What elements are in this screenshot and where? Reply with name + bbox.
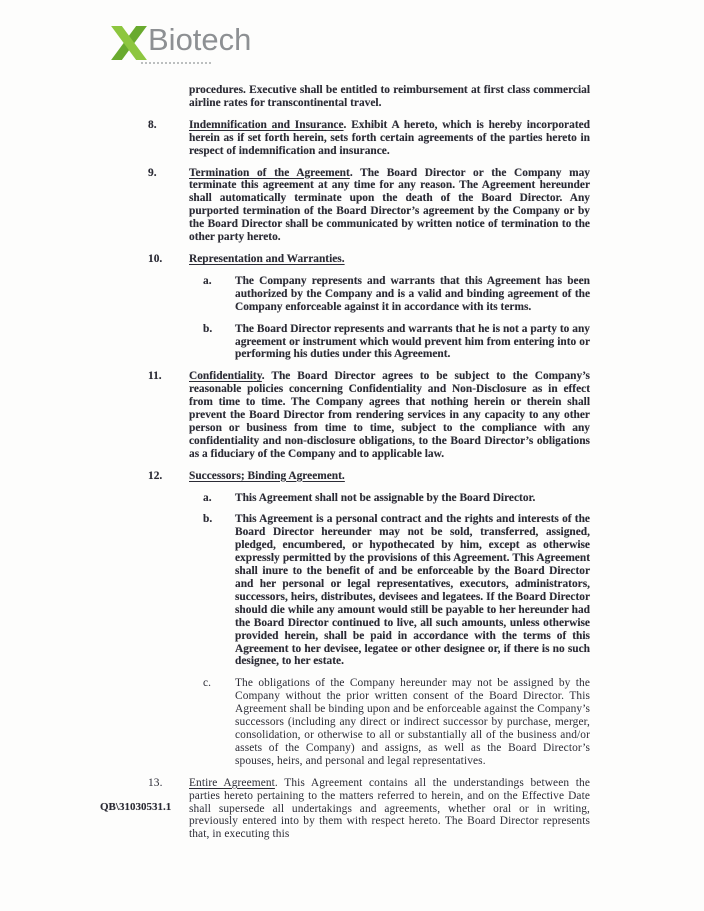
section-number: 10. [148,252,163,265]
paragraph [189,370,590,460]
logo-x-icon [111,26,147,60]
section-body: . Exhibit A hereto, which is hereby incorporated herein as if set forth herein, sets forth certain agreements of the parties hereto in respect of indemnification and insurance. [189,118,590,157]
subitem-12c [203,677,590,767]
section-11 [148,370,590,460]
section-number: 12. [148,469,163,482]
section-number: 11. [148,370,162,383]
section-heading: Indemnification and Insurance [189,118,344,131]
logo-wordmark: Biotech [148,22,252,57]
subitem-label: b. [203,513,213,526]
paragraph [189,470,590,483]
section-heading: Successors; Binding Agreement. [189,469,345,482]
subitem-10a [203,275,590,314]
section-heading: Confidentiality [189,370,262,383]
subitem-text: The Company represents and warrants that this Agreement has been authorized by the Company and is a valid and binding agreement of the Company enforceable against it in accordance with its terms. [235,274,590,313]
section-10 [148,253,590,361]
subitem-text: The Board Director represents and warrants that he is not a party to any agreement or instrument which would prevent him from entering into or performing his duties under this Agreement. [235,322,590,361]
intro-paragraph [148,84,590,110]
section-heading: Representation and Warranties. [189,252,345,265]
section-number: 13. [148,776,163,789]
subitem-label: c. [203,677,212,690]
section-number: 8. [148,118,157,131]
subitem-text: This Agreement shall not be assignable by the Board Director. [235,491,536,504]
xbiotech-logo [111,24,251,60]
section-heading: Entire Agreement [189,776,275,789]
section-body: . The Board Director or the Company may terminate this agreement at any time for any reason. The Agreement hereunder shall automatically terminate upon the death of the Board Director. Any purported termination of the Board Director’s agreement by the Company or by the Board Director shall be communicated by written notice of termination to the other party hereto. [189,166,590,244]
subitem-text: This Agreement is a personal contract and the rights and interests of the Board Director hereunder may not be sold, transferred, assigned, pledged, encumbered, or hypothecated by him, except as otherwise expressly permitted by the provisions of this Agreement. This Agreement shall inure to the benefit of and be enforceable by the Board Director and her personal or legal representatives, executors, administrators, successors, heirs, distributes, devisees and legatees. If the Board Director should die while any amount would still be payable to her hereunder had the Board Director continued to live, all such amounts, unless otherwise provided herein, shall be paid in accordance with the terms of this Agreement to her devisee, legatee or other designee or, if there is no such designee, to her estate. [235,513,590,668]
paragraph [189,777,590,842]
logo-tagline [141,62,213,64]
section-number [148,84,189,110]
subitem-12b [203,513,590,668]
section-body: . This Agreement contains all the understandings between the parties hereto pertaining to the matters referred to herein, and on the Effective Date shall supersede all undertakings and agreements, whether oral or in writing, previously entered into by them with respect hereto. The Board Director represents that, in executing this [189,776,590,841]
paragraph [189,253,590,266]
paragraph [189,167,590,244]
section-8 [148,119,590,158]
subitem-label: b. [203,322,213,335]
section-12 [148,470,590,768]
agreement-text [148,84,590,841]
section-number: 9. [148,166,157,179]
paragraph: procedures. Executive shall be entitled to reimbursement at first class commercial airline rates for transcontinental travel. [189,84,590,109]
section-13 [148,777,590,842]
subitem-10b [203,323,590,362]
subitem-label: a. [203,274,212,287]
section-body: . The Board Director agrees to be subject to the Company’s reasonable policies concerning Confidentiality and Non-Disclosure as in effect from time to time. The Company agrees that nothing herein or therein shall prevent the Board Director from rendering services in any capacity to any other person or business from time to time, subject to the compliance with any confidentiality and non-disclosure obligations, to the Board Director’s obligations as a fiduciary of the Company and to applicable law. [189,370,590,460]
footer-doc-number: QB\31030531.1 [100,801,172,813]
section-heading: Termination of the Agreement [189,166,350,179]
section-9 [148,167,590,244]
subitem-text: The obligations of the Company hereunder may not be assigned by the Company without the prior written consent of the Board Director. This Agreement shall be binding upon and be enforceable against the Company’s successors (including any direct or indirect successor by purchase, merger, consolidation, or otherwise to all or substantially all of the business and/or assets of the Company) and assigns, as well as the Board Director’s spouses, heirs, and personal and legal representatives. [235,677,590,767]
paragraph [189,119,590,158]
subitem-label: a. [203,491,212,504]
subitem-12a [203,492,590,505]
